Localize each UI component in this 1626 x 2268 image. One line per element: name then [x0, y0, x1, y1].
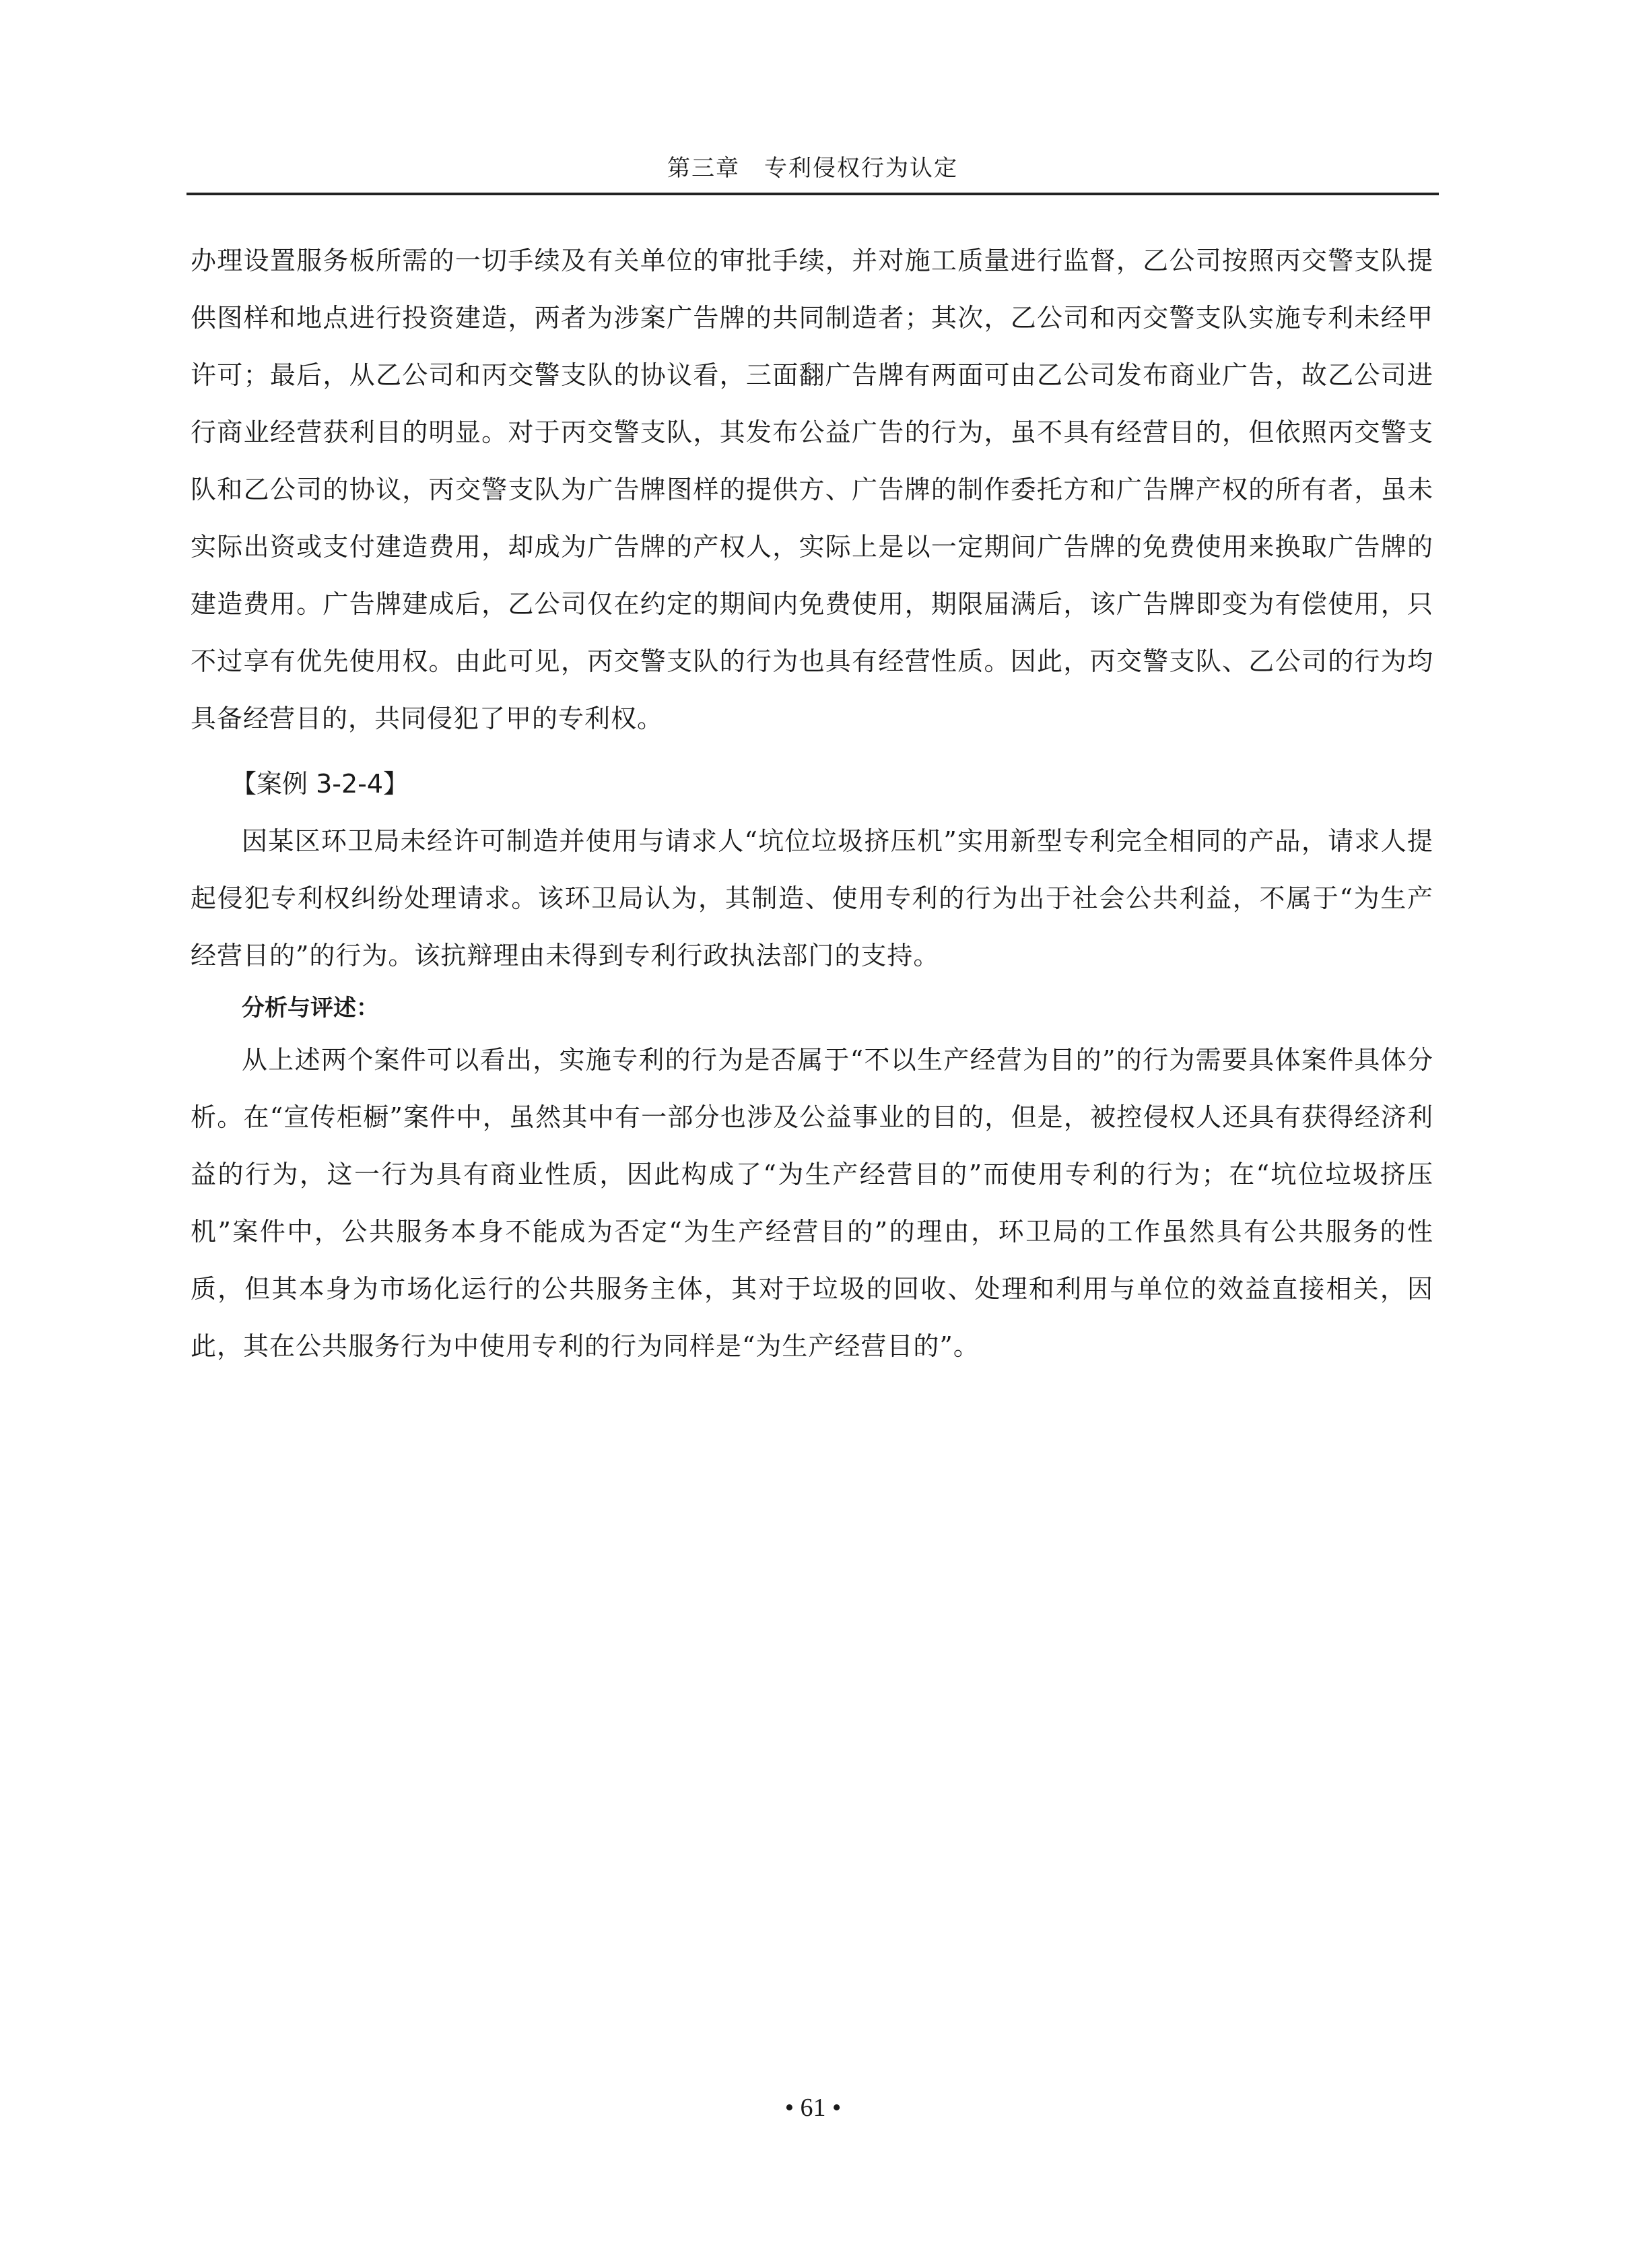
page-body: [191, 232, 1433, 1375]
case-heading: 【案例 3-2-4】: [231, 769, 409, 799]
chapter-title: 第三章 专利侵权行为认定: [667, 155, 958, 182]
case-paragraph: 因某区环卫局未经许可制造并使用与请求人“坑位垃圾挤压机”实用新型专利完全相同的产品，请求人提起侵犯专利权纠纷处理请求。该环卫局认为，其制造、使用专利的行为出于社会公共利益，不属于“为生产经营目的”的行为。该抗辩理由未得到专利行政执法部门的支持。: [191, 826, 1433, 970]
analysis-paragraph: 从上述两个案件可以看出，实施专利的行为是否属于“不以生产经营为目的”的行为需要具体案件具体分析。在“宣传柜橱”案件中，虽然其中有一部分也涉及公益事业的目的，但是，被控侵权人还具有获得经济利益的行为，这一行为具有商业性质，因此构成了“为生产经营目的”而使用专利的行为；在“坑位垃圾挤压机”案件中，公共服务本身不能成为否定“为生产经营目的”的理由，环卫局的工作虽然具有公共服务的性质，但其本身为市场化运行的公共服务主体，其对于垃圾的回收、处理和利用与单位的效益直接相关，因此，其在公共服务行为中使用专利的行为同样是“为生产经营目的”。: [191, 1045, 1433, 1361]
page-header: [187, 148, 1439, 195]
analysis-heading: 分析与评述：: [242, 995, 379, 1022]
page-number: • 61 •: [784, 2094, 842, 2122]
body-paragraph-continued: 办理设置服务板所需的一切手续及有关单位的审批手续，并对施工质量进行监督，乙公司按照丙交警支队提供图样和地点进行投资建造，两者为涉案广告牌的共同制造者；其次，乙公司和丙交警支队实施专利未经甲许可；最后，从乙公司和丙交警支队的协议看，三面翻广告牌有两面可由乙公司发布商业广告，故乙公司进行商业经营获利目的明显。对于丙交警支队，其发布公益广告的行为，虽不具有经营目的，但依照丙交警支队和乙公司的协议，丙交警支队为广告牌图样的提供方、广告牌的制作委托方和广告牌产权的所有者，虽未实际出资或支付建造费用，却成为广告牌的产权人，实际上是以一定期间广告牌的免费使用来换取广告牌的建造费用。广告牌建成后，乙公司仅在约定的期间内免费使用，期限届满后，该广告牌即变为有偿使用，只不过享有优先使用权。由此可见，丙交警支队的行为也具有经营性质。因此，丙交警支队、乙公司的行为均具备经营目的，共同侵犯了甲的专利权。: [191, 246, 1433, 733]
